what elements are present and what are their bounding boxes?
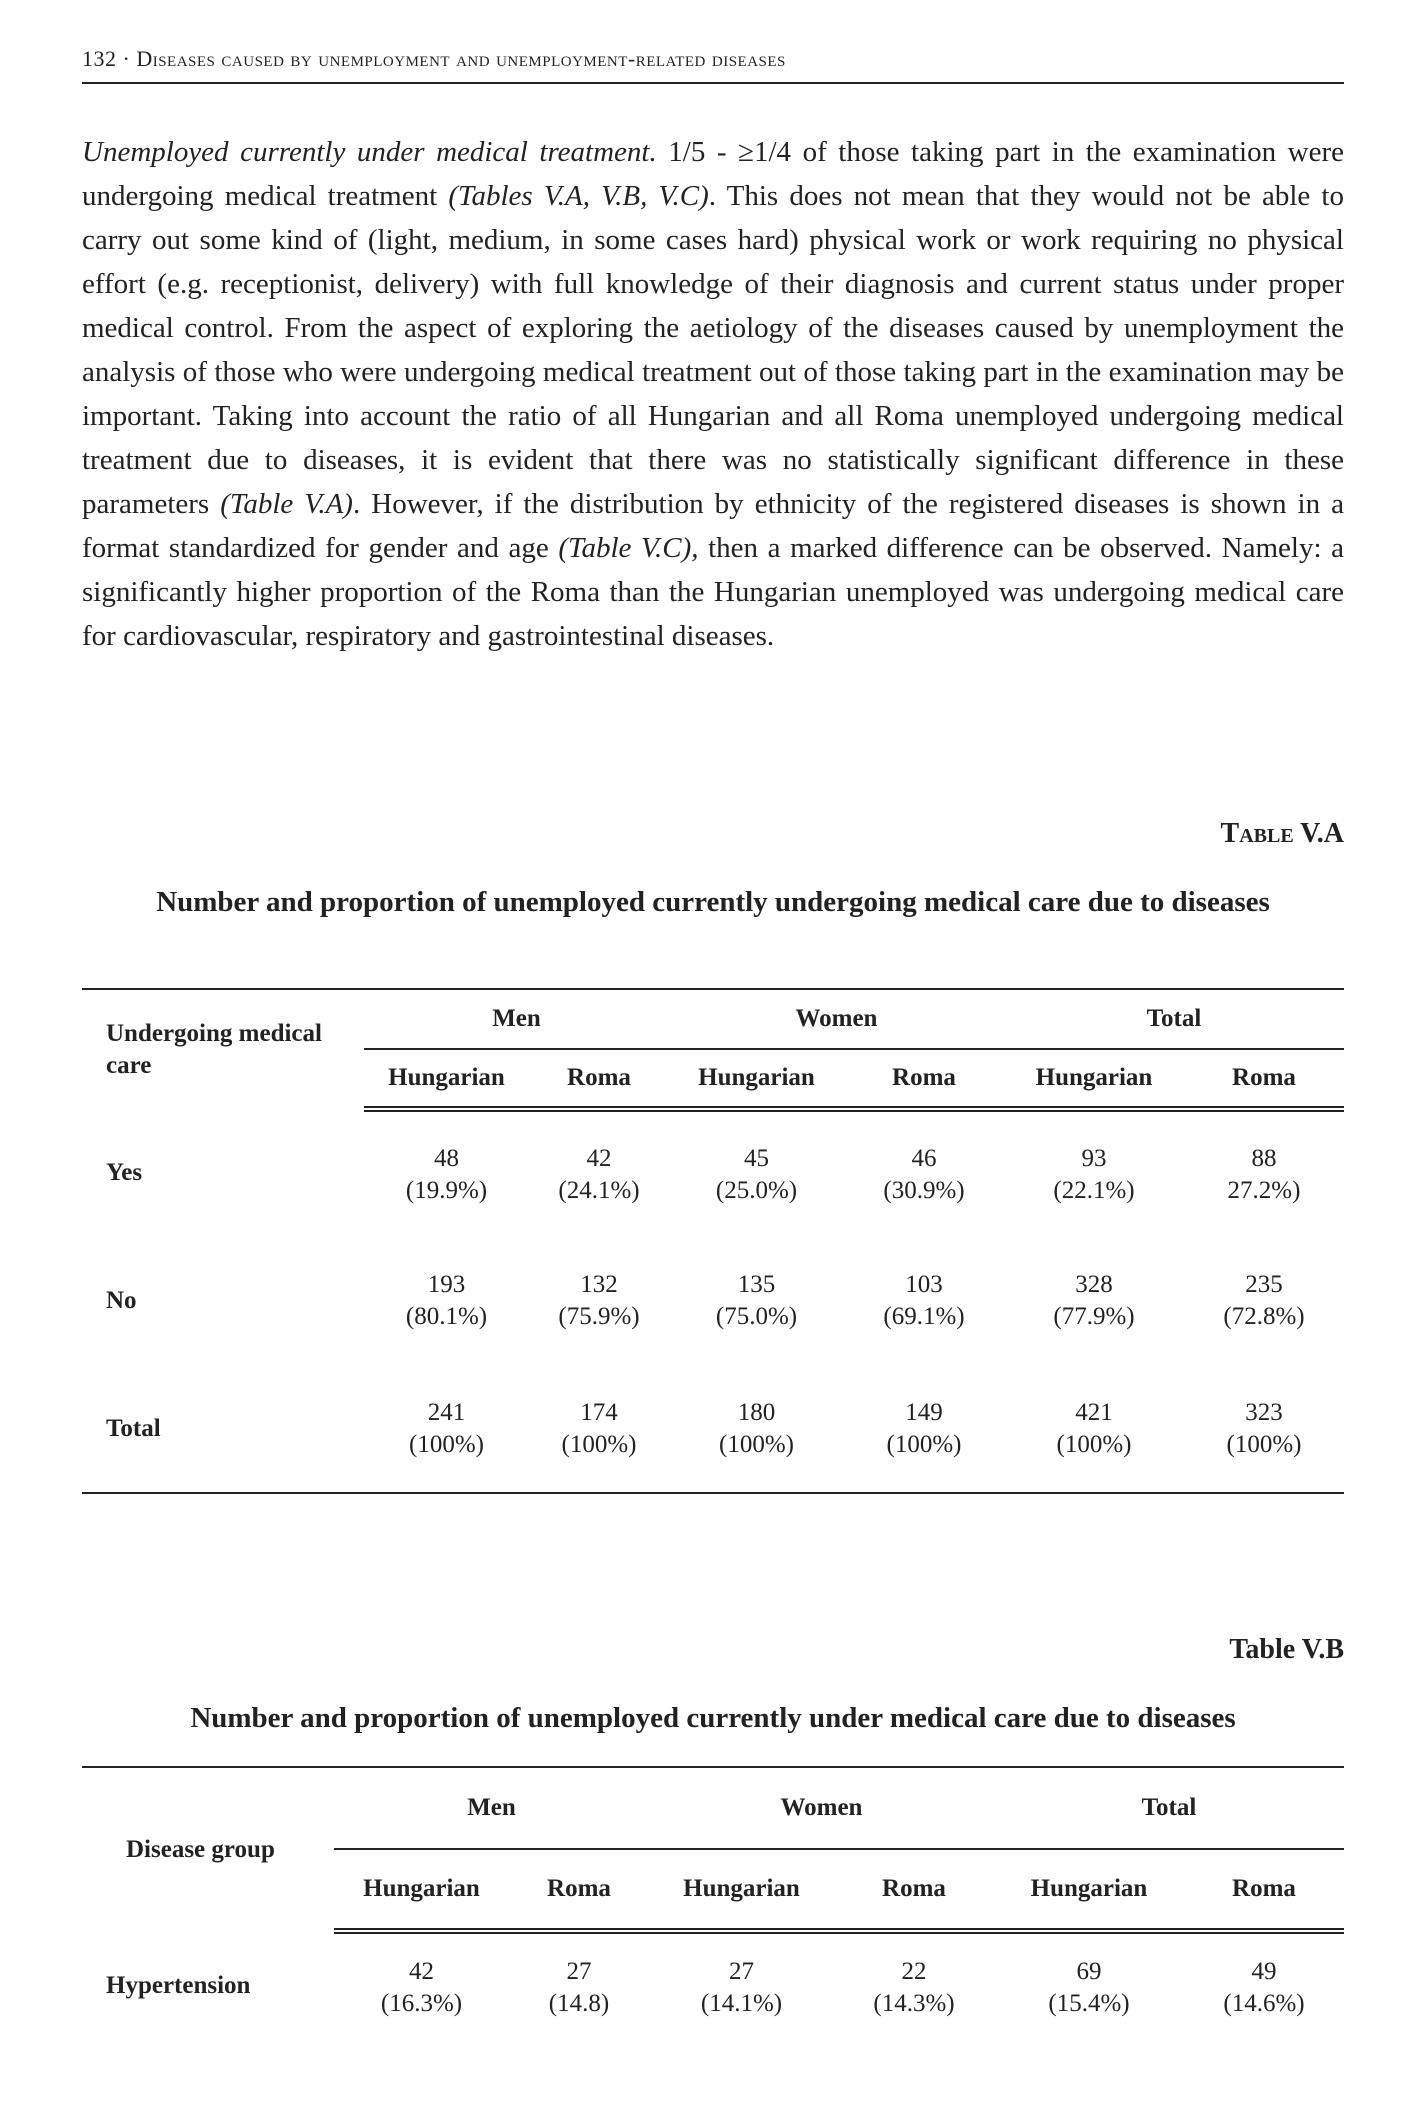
table-cell: 328 (77.9%) xyxy=(1053,1271,1135,1330)
table-a-subheader: Hungarian xyxy=(1004,1049,1184,1109)
table-cell: 180 (100%) xyxy=(669,1365,844,1493)
page-number: 132 xyxy=(82,46,117,71)
header-separator: · xyxy=(122,46,131,71)
table-reference-3: (Table V.C), xyxy=(558,532,699,564)
table-b-subheader: Hungarian xyxy=(994,1849,1184,1931)
table-a-subheader: Roma xyxy=(1184,1049,1344,1109)
lead-italic: Unemployed currently under medical treatment. xyxy=(82,136,657,168)
table-cell: 421 (100%) xyxy=(1004,1365,1184,1493)
table-b-group-men: Men xyxy=(334,1767,649,1849)
table-a-group-women: Women xyxy=(669,989,1004,1049)
table-a-row-header: Undergoing medical care xyxy=(82,989,364,1109)
table-row xyxy=(82,1237,1344,1365)
table-a-label: Table V.A xyxy=(1220,818,1344,849)
body-text-1: 1/5 - ≥1/4 of those taking part in the examination were undergoing medical treatment xyxy=(82,136,1344,212)
table-cell: 174 (100%) xyxy=(529,1365,669,1493)
table-cell: 69 (15.4%) xyxy=(1048,1957,1130,2017)
table-cell: 93 (22.1%) xyxy=(1053,1144,1135,1204)
row-label: No xyxy=(106,1287,137,1314)
table-b-subheader: Roma xyxy=(834,1849,994,1931)
table-cell: 46 (30.9%) xyxy=(883,1144,965,1204)
body-text-2: . This does not mean that they would not be able to carry out some kind of (light, medium, in some cases hard) physical work or work requiring no physical effort (e.g. receptionist, delivery) with full knowledge of their diagnosis and current status under proper medical control. From the aspect of exploring the aetiology of the diseases caused by unemployment the analysis of those who were undergoing medical treatment out of those taking part in the examination may be important. Taking into account the ratio of all Hungarian and all Roma unemployed undergoing medical treatment due to diseases, it is evident that there was no statistically significant difference in these parameters xyxy=(82,180,1344,520)
table-cell: 135 (75.0%) xyxy=(715,1271,798,1330)
body-text-3: . However, if the distribution by ethnicity of the registered diseases is shown in a format standardized for gender and age xyxy=(82,488,1344,564)
table-cell: 103 (69.1%) xyxy=(883,1271,965,1330)
table-cell: 42 (16.3%) xyxy=(380,1957,463,2017)
table-a-subheader: Hungarian xyxy=(669,1049,844,1109)
table-a-subheader: Roma xyxy=(529,1049,669,1109)
table-cell: 149 (100%) xyxy=(844,1365,1004,1493)
table-a xyxy=(82,988,1344,1494)
table-row xyxy=(82,1109,1344,1237)
table-cell: 42 (24.1%) xyxy=(558,1144,640,1204)
table-cell: 27 (14.1%) xyxy=(700,1957,783,2017)
table-cell: 49 (14.6%) xyxy=(1223,1957,1305,2017)
table-b-title: Number and proportion of unemployed currently under medical care due to diseases xyxy=(190,1702,1236,1734)
running-head xyxy=(82,46,1344,72)
table-a-group-total: Total xyxy=(1004,989,1344,1049)
table-b-subheader: Roma xyxy=(509,1849,649,1931)
table-reference-2: (Table V.A) xyxy=(220,488,353,520)
table-cell: 88 27.2%) xyxy=(1227,1144,1301,1204)
table-cell: 45 (25.0%) xyxy=(715,1144,798,1204)
header-rule xyxy=(82,82,1344,84)
running-title: Diseases caused by unemployment and unemployment-related diseases xyxy=(136,46,786,71)
table-b-group-women: Women xyxy=(649,1767,994,1849)
table-cell: 241 (100%) xyxy=(364,1365,529,1493)
table-reference-1: (Tables V.A, V.B, V.C) xyxy=(448,180,709,212)
table-row xyxy=(82,1931,1344,2041)
table-cell: 235 (72.8%) xyxy=(1223,1271,1305,1330)
table-a-group-men: Men xyxy=(364,989,669,1049)
table-b-subheader: Hungarian xyxy=(649,1849,834,1931)
table-b-subheader: Hungarian xyxy=(334,1849,509,1931)
table-cell: 323 (100%) xyxy=(1184,1365,1344,1493)
table-b xyxy=(82,1766,1344,2041)
row-label: Total xyxy=(82,1365,364,1493)
table-cell: 193 (80.1%) xyxy=(405,1271,488,1330)
table-b-subheader: Roma xyxy=(1184,1849,1344,1931)
table-b-row-header: Disease group xyxy=(82,1767,334,1931)
table-b-label: Table V.B xyxy=(1229,1634,1344,1665)
table-a-subheader: Roma xyxy=(844,1049,1004,1109)
table-cell: 132 (75.9%) xyxy=(558,1271,640,1330)
body-paragraph xyxy=(82,130,1344,658)
row-label: Hypertension xyxy=(106,1972,251,1999)
row-label: Yes xyxy=(106,1159,143,1186)
body-text-4: then a marked difference can be observed. Namely: a significantly higher proportion of the Roma than the Hungarian unemployed was undergoing medical care for cardiovascular, respiratory and gastrointestinal diseases. xyxy=(82,532,1344,652)
table-a-subheader: Hungarian xyxy=(364,1049,529,1109)
table-cell: 48 (19.9%) xyxy=(405,1144,488,1204)
table-a-title: Number and proportion of unemployed currently undergoing medical care due to diseases xyxy=(156,886,1270,918)
table-row xyxy=(82,1365,1344,1493)
table-cell: 22 (14.3%) xyxy=(873,1957,955,2017)
table-cell: 27 (14.8) xyxy=(548,1957,610,2017)
table-b-group-total: Total xyxy=(994,1767,1344,1849)
